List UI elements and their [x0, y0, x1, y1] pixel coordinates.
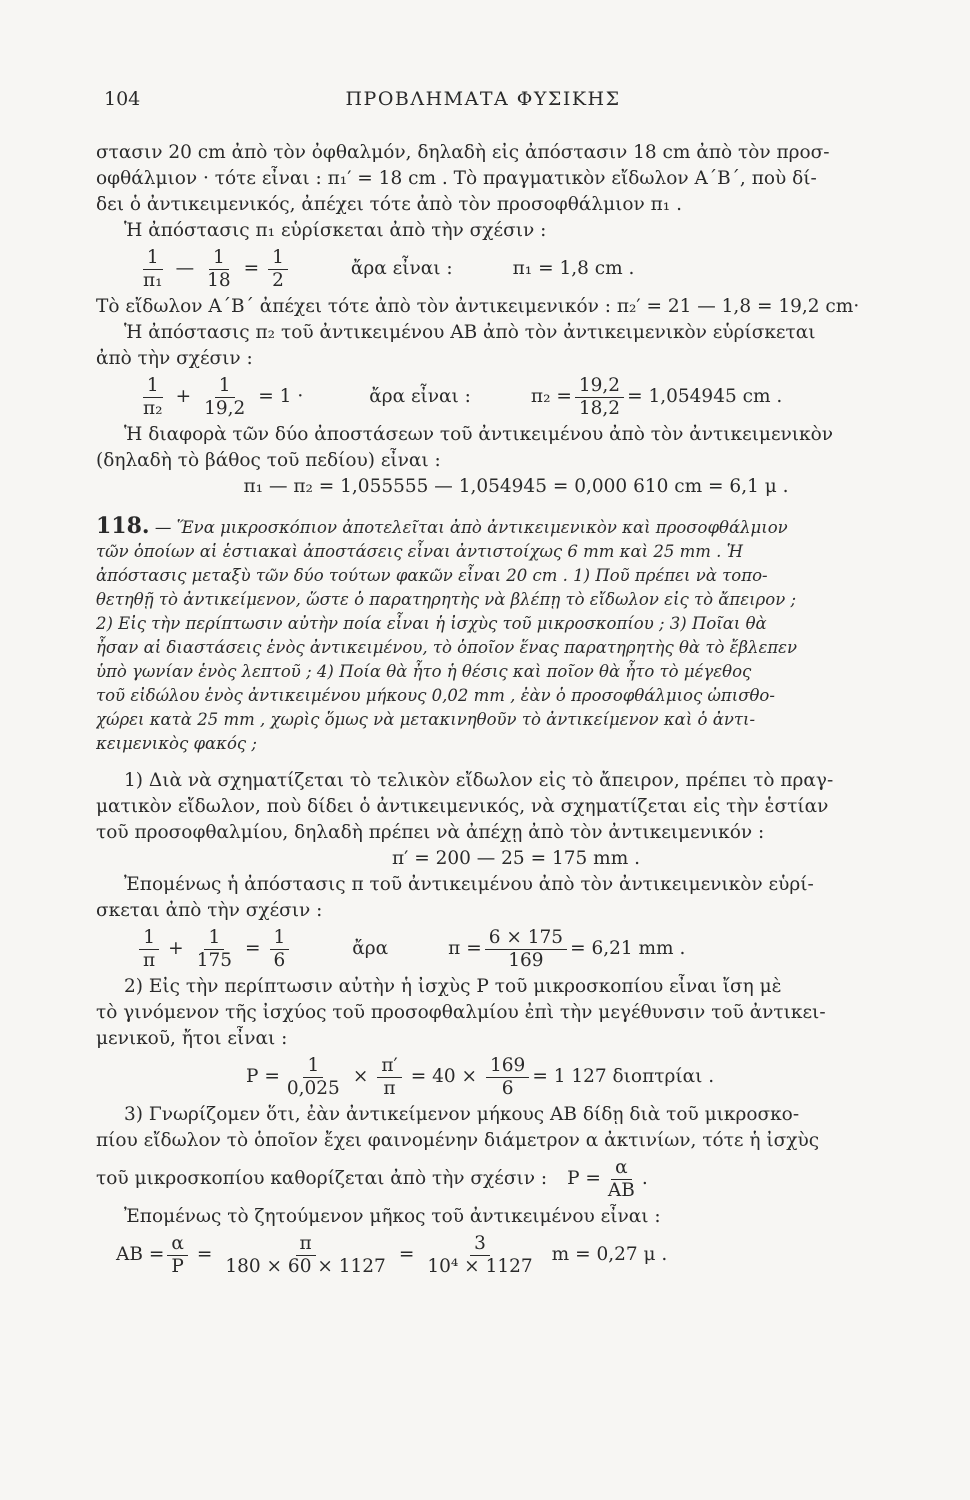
text-line: 2) Εἰς τὴν περίπτωσιν αὐτὴν ἡ ἰσχὺς Ρ τοῦ μικροσκοπίου εἶναι ἴση μὲ	[124, 976, 782, 997]
text-line: Ἐπομένως τὸ ζητούμενον μῆκος τοῦ ἀντικειμένου εἶναι :	[124, 1206, 661, 1227]
text-line: Ἡ ἀπόστασις π₁ εὑρίσκεται ἀπὸ τὴν σχέσιν :	[124, 220, 547, 241]
equation-6: ΑΒ = $\frac{\alpha}{P}$ = $\frac{\pi}{180 \times 60 \times 1127}$ = $\frac{3}{\text{10⁴ × 1127}}$ m = 0,27 μ .	[116, 1232, 668, 1277]
problem-line: θετηθῇ τὸ ἀντικείμενον, ὥστε ὁ παρατηρητὴς νὰ βλέπῃ τὸ εἴδωλον εἰς τὸ ἄπειρον ;	[96, 590, 797, 609]
text-line: ἀπὸ τὴν σχέσιν :	[96, 348, 253, 369]
problem-line: ἦσαν αἱ διαστάσεις ἑνὸς ἀντικειμένου, τὸ ὁποῖον ἕνας παρατηρητὴς θὰ τὸ ἔβλεπεν	[96, 638, 798, 657]
page-number: 104	[104, 88, 141, 110]
text-line: ματικὸν εἴδωλον, ποὺ δίδει ὁ ἀντικειμενικός, νὰ σχηματίζεται εἰς τὴν ἑστίαν	[96, 796, 829, 817]
text-line: π′ = 200 — 25 = 175 mm .	[391, 848, 641, 869]
problem-line: χώρει κατὰ 25 mm , χωρὶς ὅμως νὰ μετακινηθοῦν τὸ ἀντικείμενον καὶ ὁ ἀντι-	[96, 710, 756, 729]
text-line: (δηλαδὴ τὸ βάθος τοῦ πεδίου) εἶναι :	[96, 450, 441, 471]
fraction: $\frac{1}{\text{π₁}}$	[143, 246, 163, 291]
text-line: τοῦ προσοφθαλμίου, δηλαδὴ πρέπει νὰ ἀπέχῃ ἀπὸ τὸν ἀντικειμενικόν :	[96, 822, 765, 843]
equation-5-line: τοῦ μικροσκοπίου καθορίζεται ἀπὸ τὴν σχέσιν : P = $\frac{\alpha}{AB}$ .	[96, 1156, 648, 1201]
problem-line: 2) Εἰς τὴν περίπτωσιν αὐτὴν ποία εἶναι ἡ ἰσχὺς τοῦ μικροσκοπίου ; 3) Ποῖαι θὰ	[96, 614, 767, 633]
equation-2: $\frac{1}{\text{π₂}}$ + $\frac{1}{19,2}$ = 1 · ἄρα εἶναι : π₂ = $\frac{19,2}{18,2}$ = 1,054945 cm .	[143, 374, 783, 419]
running-title: ΠΡΟΒΛΗΜΑΤΑ ΦΥΣΙΚΗΣ	[345, 88, 621, 110]
text-line: σκεται ἀπὸ τὴν σχέσιν :	[96, 900, 323, 921]
page-header	[104, 88, 862, 118]
page-body	[96, 140, 936, 1280]
text-line: Τὸ εἴδωλον Α΄Β΄ ἀπέχει τότε ἀπὸ τὸν ἀντικειμενικόν : π₂′ = 21 — 1,8 = 19,2 cm·	[96, 296, 860, 317]
text-line: 1) Διὰ νὰ σχηματίζεται τὸ τελικὸν εἴδωλον εἰς τὸ ἄπειρον, πρέπει τὸ πραγ-	[124, 770, 834, 791]
text-line: πίου εἴδωλον τὸ ὁποῖον ἔχει φαινομένην διάμετρον α ἀκτινίων, τότε ἡ ἰσχὺς	[96, 1130, 820, 1151]
problem-line: ἀπόστασις μεταξὺ τῶν δύο τούτων φακῶν εἶναι 20 cm . 1) Ποῦ πρέπει νὰ τοπο-	[96, 566, 768, 585]
text-line: στασιν 20 cm ἀπὸ τὸν ὀφθαλμόν, δηλαδὴ εἰς ἀπόστασιν 18 cm ἀπὸ τὸν προσ-	[96, 142, 830, 163]
problem-line: τοῦ εἰδώλου ἑνὸς ἀντικειμένου μήκους 0,02 mm , ἐὰν ὁ προσοφθάλμιος ὠπισθο-	[96, 686, 775, 705]
text-line: τὸ γινόμενον τῆς ἰσχύος τοῦ προσοφθαλμίου ἐπὶ τὴν μεγέθυνσιν τοῦ ἀντικει-	[96, 1002, 826, 1023]
problem-number: 118.	[96, 514, 150, 539]
problem-line: ὑπὸ γωνίαν ἑνὸς λεπτοῦ ; 4) Ποία θὰ ἦτο ἡ θέσις καὶ ποῖον θὰ ἦτο τὸ μέγεθος	[96, 662, 752, 681]
fraction: $\frac{1}{18}$	[207, 246, 231, 291]
text-line: οφθάλμιον · τότε εἶναι : π₁′ = 18 cm . Τὸ πραγματικὸν εἴδωλον Α΄Β΄, ποὺ δί-	[96, 168, 817, 189]
text-line: Ἡ διαφορὰ τῶν δύο ἀποστάσεων τοῦ ἀντικειμένου ἀπὸ τὸν ἀντικειμενικὸν	[124, 424, 833, 445]
text-line: μενικοῦ, ἤτοι εἶναι :	[96, 1028, 288, 1049]
text-line: δει ὁ ἀντικειμενικός, ἀπέχει τότε ἀπὸ τὸν προσοφθάλμιον π₁ .	[96, 194, 682, 215]
text-line: Ἐπομένως ἡ ἀπόστασις π τοῦ ἀντικειμένου ἀπὸ τὸν ἀντικειμενικὸν εὑρί-	[124, 874, 814, 895]
fraction: $\frac{1}{2}$	[268, 247, 288, 292]
problem-118-line: 118. — Ἕνα μικροσκόπιον ἀποτελεῖται ἀπὸ ἀντικειμενικὸν καὶ προσοφθάλμιον	[96, 514, 788, 539]
equation-1: $\frac{1}{\text{π₁}}$ — $\frac{1}{18}$ = $\frac{1}{2}$ ἄρα εἶναι : π₁ = 1,8 cm .	[96, 244, 936, 294]
text-line: Ἡ ἀπόστασις π₂ τοῦ ἀντικειμένου ΑΒ ἀπὸ τὸν ἀντικειμενικὸν εὑρίσκεται	[124, 322, 816, 343]
text-line: 3) Γνωρίζομεν ὅτι, ἐὰν ἀντικείμενον μήκους ΑΒ δίδῃ διὰ τοῦ μικροσκο-	[124, 1104, 800, 1125]
equation-3: $\frac{1}{\pi}$ + $\frac{1}{175}$ = $\frac{1}{6}$ ἄρα π = $\frac{6 \times 175}{169}$ = 6,21 mm .	[96, 924, 936, 974]
equation-4: P = $\frac{1}{0,025}$ × $\frac{\pi'}{\pi}$ = 40 × $\frac{169}{6}$ = 1 127 διοπτρίαι .	[246, 1054, 715, 1099]
problem-line: κειμενικὸς φακός ;	[96, 734, 257, 753]
problem-line: τῶν ὁποίων αἱ ἑστιακαὶ ἀποστάσεις εἶναι ἀντιστοίχως 6 mm καὶ 25 mm . Ἡ	[96, 542, 743, 561]
text-line: π₁ — π₂ = 1,055555 — 1,054945 = 0,000 610 cm = 6,1 μ .	[243, 476, 789, 497]
